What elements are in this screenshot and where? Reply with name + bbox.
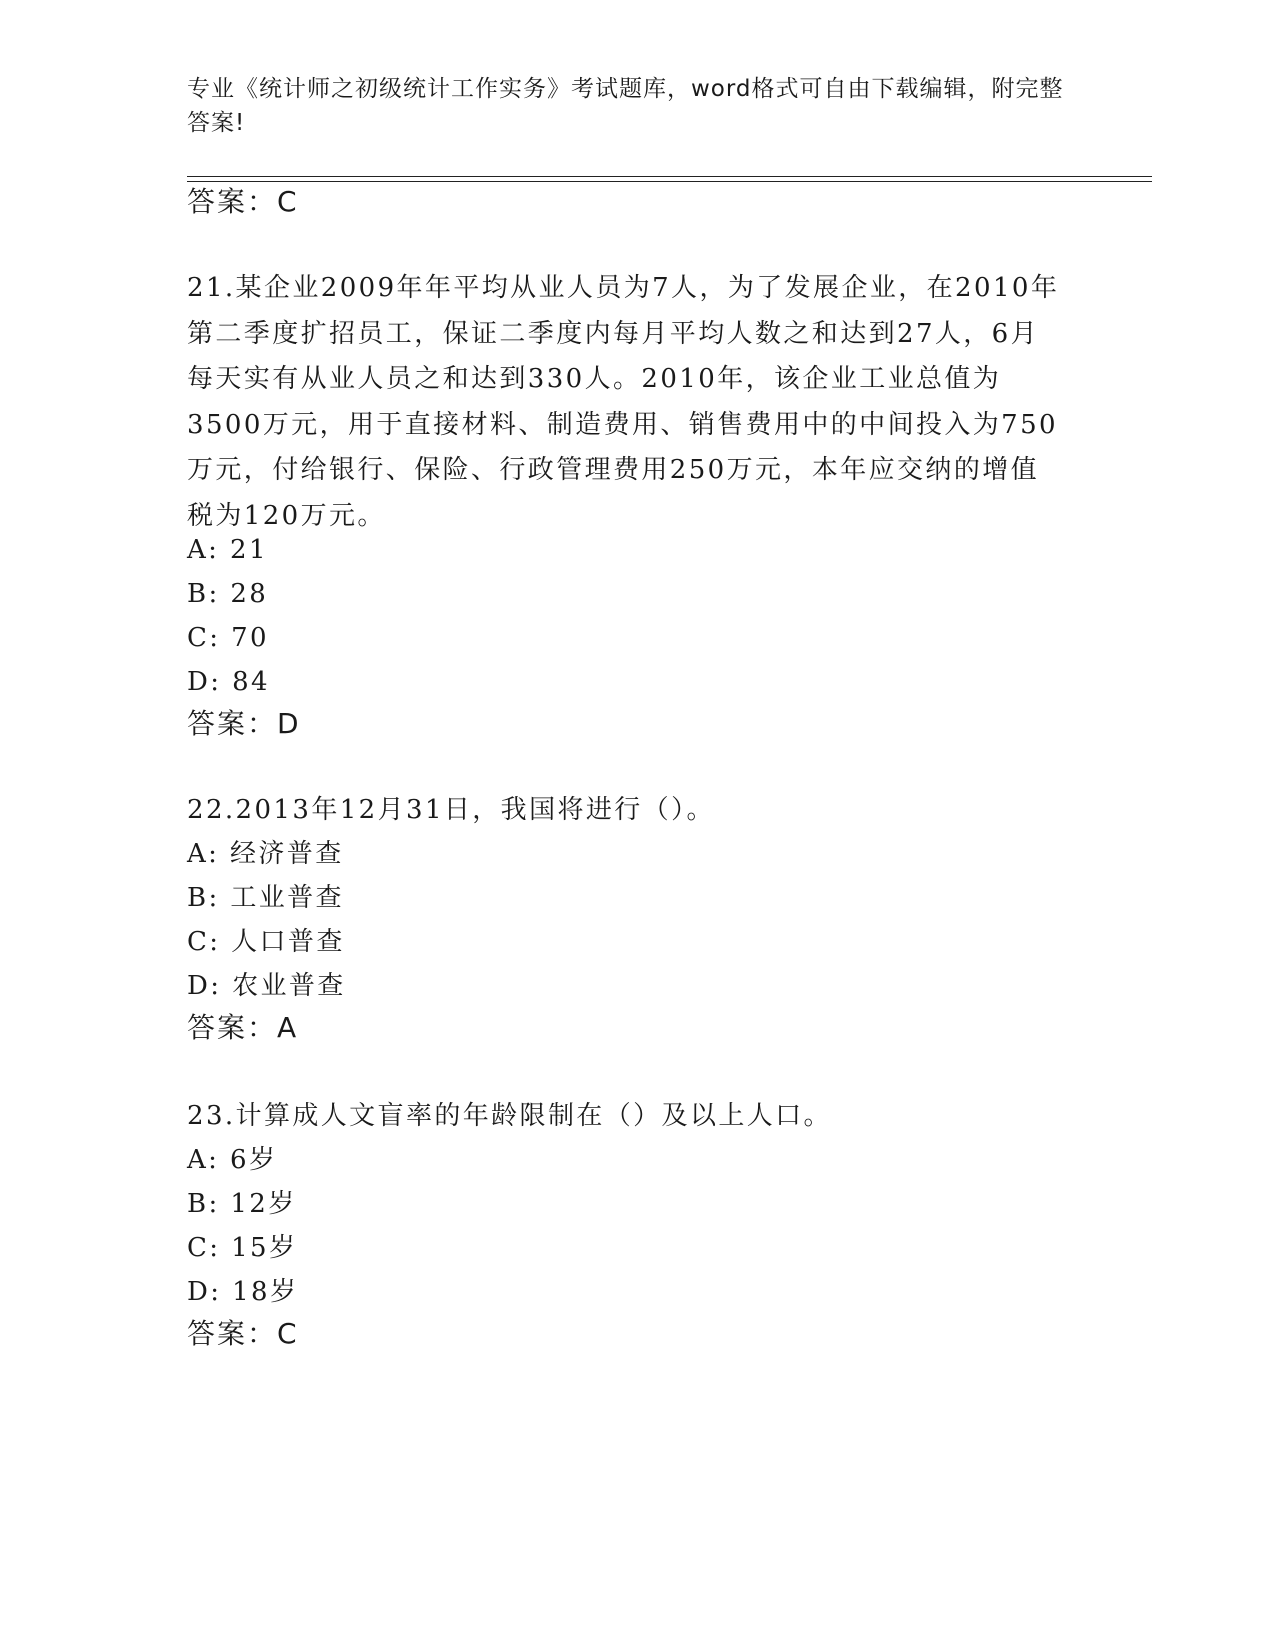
question-23-option-d: D: 18岁 <box>187 1277 299 1307</box>
question-21-stem: 21.某企业2009年年平均从业人员为7人，为了发展企业，在2010年第二季度扩招员工，保证二季度内每月平均人数之和达到27人，6月每天实有从业人员之和达到330人。2010年，该企业工业总值为3500万元，用于直接材料、制造费用、销售费用中的中间投入为750万元，付给银行、保险、行政管理费用250万元，本年应交纳的增值税为120万元。 <box>187 273 1060 531</box>
header-divider-top <box>187 176 1152 177</box>
question-21-option-d: D: 84 <box>187 667 270 697</box>
question-23-stem: 23.计算成人文盲率的年龄限制在（）及以上人口。 <box>187 1101 832 1131</box>
question-23-answer: 答案：C <box>187 1317 299 1350</box>
document-header: 专业《统计师之初级统计工作实务》考试题库，word格式可自由下载编辑，附完整答案! <box>187 76 1064 136</box>
header-divider-bottom <box>187 181 1152 182</box>
question-21-answer: 答案：D <box>187 707 301 740</box>
question-22-option-a: A: 经济普查 <box>187 839 344 869</box>
question-22-option-c: C: 人口普查 <box>187 927 345 957</box>
question-22-answer: 答案：A <box>187 1011 299 1044</box>
answer-previous: 答案：C <box>187 185 299 218</box>
question-22-option-b: B: 工业普查 <box>187 883 344 913</box>
question-23-option-b: B: 12岁 <box>187 1189 297 1219</box>
question-23-option-a: A: 6岁 <box>187 1145 278 1175</box>
question-22-stem: 22.2013年12月31日，我国将进行（）。 <box>187 795 715 825</box>
question-21-option-a: A: 21 <box>187 535 268 565</box>
question-21-option-c: C: 70 <box>187 623 270 653</box>
question-23-option-c: C: 15岁 <box>187 1233 298 1263</box>
question-22-option-d: D: 农业普查 <box>187 971 346 1001</box>
question-21-option-b: B: 28 <box>187 579 269 609</box>
